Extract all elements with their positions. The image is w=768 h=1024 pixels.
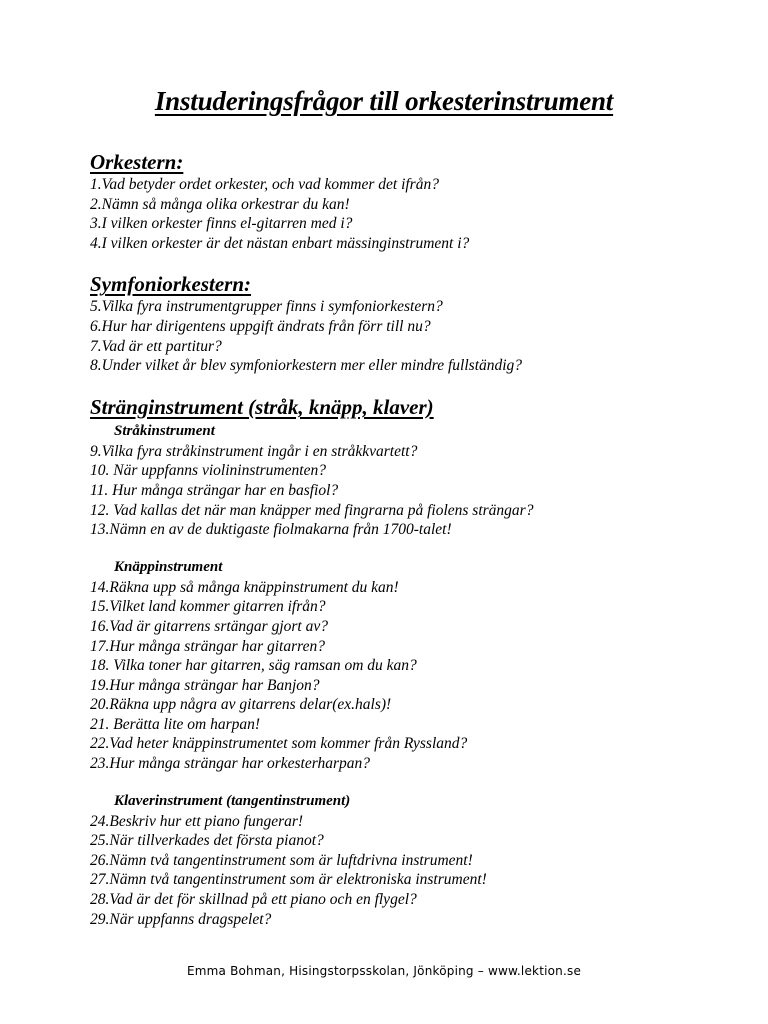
question: 15.Vilket land kommer gitarren ifrån? bbox=[90, 598, 326, 616]
question: 9.Vilka fyra stråkinstrument ingår i en stråkkvartett? bbox=[90, 442, 418, 460]
question: 18. Vilka toner har gitarren, säg ramsan om du kan? bbox=[90, 657, 417, 675]
question: 28.Vad är det för skillnad på ett piano och en flygel? bbox=[90, 891, 417, 909]
question: 27.Nämn två tangentinstrument som är elektroniska instrument! bbox=[90, 871, 487, 889]
question: 13.Nämn en av de duktigaste fiolmakarna från 1700-talet! bbox=[90, 521, 452, 539]
subsection-knappinstrument bbox=[90, 556, 730, 774]
section-heading: Symfoniorkestern: bbox=[90, 272, 252, 297]
subsection-strakinstrument bbox=[90, 420, 730, 540]
page-title: Instuderingsfrågor till orkesterinstrument bbox=[154, 86, 614, 116]
question: 14.Räkna upp så många knäppinstrument du kan! bbox=[90, 578, 399, 596]
question: 29.När uppfanns dragspelet? bbox=[90, 910, 272, 928]
section-heading: Stränginstrument (stråk, knäpp, klaver) bbox=[90, 394, 434, 419]
question: 19.Hur många strängar har Banjon? bbox=[90, 676, 320, 694]
question: 20.Räkna upp några av gitarrens delar(ex.hals)! bbox=[90, 696, 392, 714]
question: 26.Nämn två tangentinstrument som är luftdrivna instrument! bbox=[90, 851, 473, 869]
page-footer: Emma Bohman, Hisingstorpsskolan, Jönköping – www.lektion.se bbox=[186, 964, 582, 978]
subsection-heading: Knäppinstrument bbox=[114, 558, 223, 575]
section-symfoniorkestern bbox=[90, 271, 730, 375]
section-heading: Orkestern: bbox=[90, 150, 184, 174]
question: 2.Nämn så många olika orkestrar du kan! bbox=[90, 195, 350, 213]
question: 4.I vilken orkester är det nästan enbart mässinginstrument i? bbox=[90, 234, 470, 252]
question: 10. När uppfanns violininstrumenten? bbox=[90, 462, 326, 480]
question: 22.Vad heter knäppinstrumentet som kommer från Ryssland? bbox=[90, 735, 468, 753]
question: 1.Vad betyder ordet orkester, och vad kommer det ifrån? bbox=[90, 176, 439, 193]
question: 6.Hur har dirigentens uppgift ändrats från förr till nu? bbox=[90, 317, 431, 335]
question: 7.Vad är ett partitur? bbox=[90, 337, 222, 355]
question: 16.Vad är gitarrens srtängar gjort av? bbox=[90, 617, 328, 635]
section-stranginstrument bbox=[90, 394, 730, 929]
section-orkestern bbox=[90, 149, 730, 253]
question: 12. Vad kallas det när man knäpper med fingrarna på fiolens strängar? bbox=[90, 501, 534, 519]
question: 8.Under vilket år blev symfoniorkestern mer eller mindre fullständig? bbox=[90, 357, 523, 375]
question: 17.Hur många strängar har gitarren? bbox=[90, 637, 325, 655]
question: 3.I vilken orkester finns el-gitarren med i? bbox=[90, 215, 353, 233]
question: 25.När tillverkades det första pianot? bbox=[90, 832, 324, 850]
question: 24.Beskriv hur ett piano fungerar! bbox=[90, 812, 304, 830]
subsection-heading: Klaverinstrument (tangentinstrument) bbox=[114, 792, 351, 809]
question: 5.Vilka fyra instrumentgrupper finns i symfoniorkestern? bbox=[90, 298, 443, 316]
document-body bbox=[90, 149, 730, 947]
subsection-klaverinstrument bbox=[90, 790, 730, 930]
question: 11. Hur många strängar har en basfiol? bbox=[90, 481, 339, 499]
subsection-heading: Stråkinstrument bbox=[114, 422, 215, 439]
question: 23.Hur många strängar har orkesterharpan? bbox=[90, 755, 371, 773]
question: 21. Berätta lite om harpan! bbox=[90, 715, 261, 733]
